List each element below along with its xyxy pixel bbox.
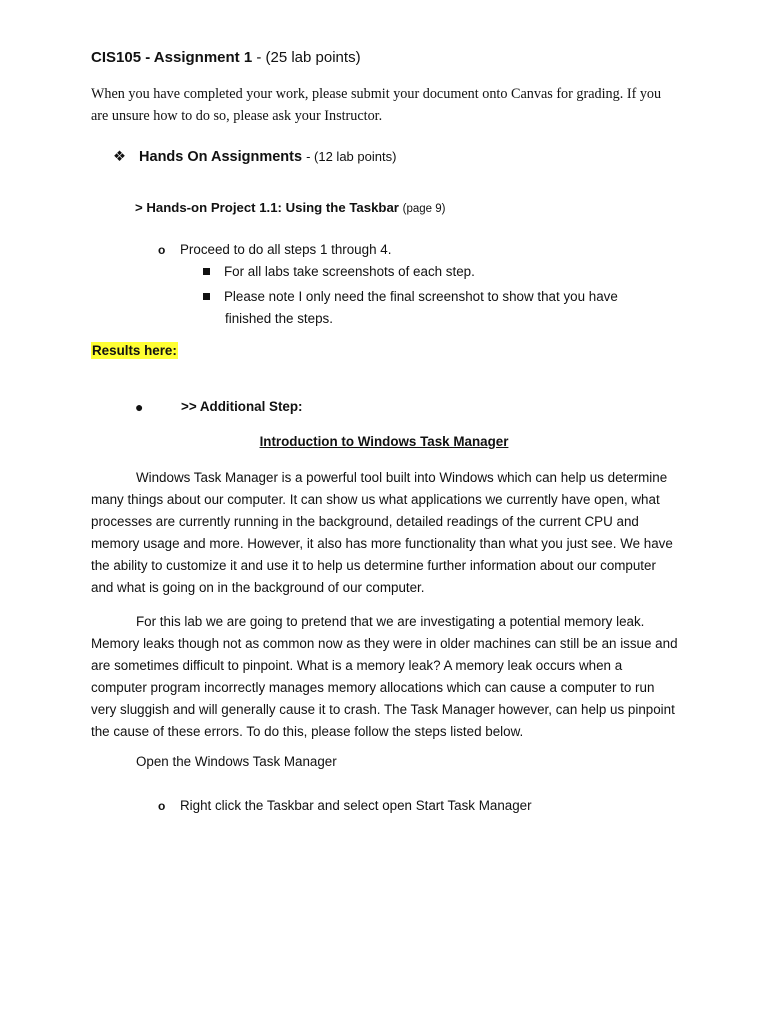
additional-step-label: >> Additional Step: — [181, 399, 303, 414]
sub-step-text: For all labs take screenshots of each step. — [224, 264, 475, 279]
assignment-title — [91, 49, 361, 66]
hands-on-heading — [113, 149, 396, 165]
paragraph-memory-leak: For this lab we are going to pretend that we are investigating a potential memory leak. Memory leaks though not as common now as they were in older machines can still be an issue and are sometimes difficult to pinpoint. What is a memory leak? A memory leak occurs when a computer program incorrectly manages memory allocations which can cause a computer to run very sluggish and will generally cause it to crash. The Task Manager however, can help us pinpoint the cause of these errors. To do this, please follow the steps listed below. — [91, 614, 678, 739]
project-heading — [135, 200, 445, 215]
paragraph-task-manager: Windows Task Manager is a powerful tool built into Windows which can help us determine many things about our computer. It can show us what applications we currently have open, what processes are currently running in the background, detailed readings of the current CPU and memory usage and more. However, it also has more functionality than what you just see. We have the ability to customize it and use it to help us determine further information about our computer and what is going on in the background of our computer. — [91, 470, 673, 595]
circle-bullet-icon: o — [158, 243, 166, 257]
square-bullet-icon — [203, 268, 210, 275]
step-text: Right click the Taskbar and select open Start Task Manager — [180, 798, 532, 813]
diamond-bullet-icon: ❖ — [113, 149, 126, 165]
intro-paragraph: When you have completed your work, please submit your document onto Canvas for grading. If you are unsure how to do so, please ask your Instructor. — [91, 86, 662, 124]
open-task-manager-text: Open the Windows Task Manager — [136, 754, 337, 769]
sub-step-text: Please note I only need the final screenshot to show that you have — [224, 289, 618, 304]
circle-bullet-icon: o — [158, 799, 166, 813]
hands-on-points: - (12 lab points) — [306, 149, 397, 164]
project-page-ref: (page 9) — [402, 203, 446, 215]
results-label: Results here: — [92, 343, 177, 358]
square-bullet-icon — [203, 293, 210, 300]
project-title: > Hands-on Project 1.1: Using the Taskbar — [135, 200, 399, 215]
hands-on-title: Hands On Assignments — [139, 149, 303, 165]
list-item — [203, 264, 475, 279]
dot-bullet-icon: ● — [135, 399, 144, 415]
sub-step-text-continued: finished the steps. — [225, 311, 333, 326]
assignment-points: - (25 lab points) — [256, 49, 361, 66]
list-item — [158, 798, 532, 813]
course-title: CIS105 - Assignment 1 — [91, 49, 253, 66]
section-heading: Introduction to Windows Task Manager — [259, 434, 509, 449]
step-text: Proceed to do all steps 1 through 4. — [180, 242, 392, 257]
list-item — [203, 286, 673, 330]
list-item — [158, 242, 391, 257]
